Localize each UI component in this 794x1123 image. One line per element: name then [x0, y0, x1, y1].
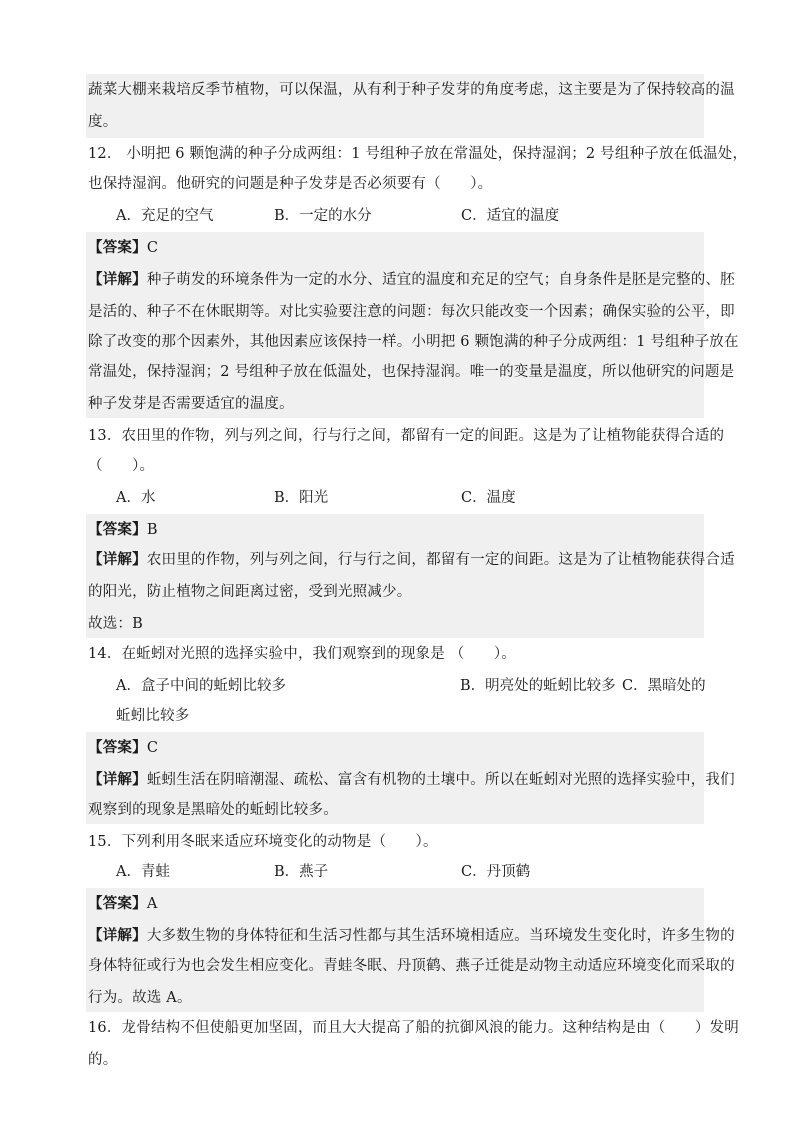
option-a: A．青蛙 [116, 864, 170, 880]
answer-line [88, 738, 158, 758]
answer-value: C [146, 740, 159, 756]
answer-line [88, 238, 158, 258]
option-c: C．黑暗处的 [622, 678, 706, 694]
explanation-text: 农田里的作物，列与列之间，行与行之间，都留有一定的间距。这是为了让植物能获得合适 [146, 552, 735, 568]
option-c-continued: 蚯蚓比较多 [116, 708, 190, 724]
answer-tag: 【答案】 [88, 521, 147, 538]
explanation-line [88, 550, 735, 570]
option-b: B．明亮处的蚯蚓比较多 [460, 678, 616, 694]
question-stem: 也保持湿润。他研究的问题是种子发芽是否必须要有（ ）。 [88, 176, 493, 192]
explanation-line: 身体特征或行为也会发生相应变化。青蛙冬眠、丹顶鹤、燕子迁徙是动物主动适应环境变化而采取的 [88, 958, 735, 974]
answer-line [88, 894, 157, 914]
question-stem: 16．龙骨结构不但使船更加坚固，而且大大提高了船的抗御风浪的能力。这种结构是由（ ）发明 [88, 1020, 739, 1036]
explanation-line: 故选：B [88, 616, 143, 632]
answer-block [86, 514, 704, 638]
answer-value: A [146, 896, 158, 912]
option-a: A．水 [116, 490, 156, 506]
explain-tag: 【详解】 [88, 927, 147, 944]
explanation-text: 大多数生物的身体特征和生活习性都与其生活环境相适应。当环境发生变化时，许多生物的 [146, 928, 735, 944]
question-stem: 15．下列利用冬眠来适应环境变化的动物是（ ）。 [88, 834, 438, 850]
option-a: A．充足的空气 [116, 208, 214, 224]
answer-tag: 【答案】 [88, 739, 147, 756]
explanation-line: 常温处，保持湿润；2 号组种子放在低温处，也保持湿润。唯一的变量是温度，所以他研究的问题是 [88, 364, 735, 380]
explanation-line: 观察到的现象是黑暗处的蚯蚓比较多。 [88, 802, 338, 818]
question-stem: 14．在蚯蚓对光照的选择实验中，我们观察到的现象是 （ ）。 [88, 646, 517, 662]
explanation-line: 的阳光，防止植物之间距离过密，受到光照减少。 [88, 584, 412, 600]
option-b: B．一定的水分 [274, 208, 372, 224]
explanation-line [88, 270, 735, 290]
answer-line [88, 520, 158, 540]
explanation-text: 种子萌发的环境条件为一定的水分、适宜的温度和充足的空气；自身条件是胚是完整的、胚 [146, 272, 735, 288]
answer-value: C [146, 240, 159, 256]
explanation-line [88, 770, 735, 790]
explanation-line: 种子发芽是否需要适宜的温度。 [88, 396, 294, 412]
explain-tag: 【详解】 [88, 551, 147, 568]
explanation-line: 除了改变的那个因素外，其他因素应该保持一样。小明把 6 颗饱满的种子分成两组：1 号组种子放在 [88, 334, 739, 350]
option-b: B．燕子 [274, 864, 329, 880]
option-c: C．丹顶鹤 [461, 864, 531, 880]
explanation-line: 蔬菜大棚来栽培反季节植物，可以保温，从有利于种子发芽的角度考虑，这主要是为了保持较高的温 [88, 82, 735, 98]
option-b: B．阳光 [274, 490, 329, 506]
explanation-line: 行为。故选 A。 [88, 990, 192, 1006]
explanation-text: 蚯蚓生活在阴暗潮湿、疏松、富含有机物的土壤中。所以在蚯蚓对光照的选择实验中，我们 [146, 772, 735, 788]
question-stem: 的。 [88, 1052, 118, 1068]
option-c: C．适宜的温度 [461, 208, 560, 224]
option-a: A．盒子中间的蚯蚓比较多 [116, 678, 286, 694]
explanation-line: 度。 [88, 114, 118, 130]
question-stem: 12． 小明把 6 颗饱满的种子分成两组：1 号组种子放在常温处，保持湿润；2 号组种子放在低温处， [88, 146, 748, 162]
explanation-line: 是活的、种子不在休眠期等。对比实验要注意的问题：每次只能改变一个因素；确保实验的公平，即 [88, 304, 735, 320]
answer-block [86, 232, 704, 418]
answer-tag: 【答案】 [88, 895, 147, 912]
question-stem: （ ）。 [88, 458, 155, 474]
answer-value: B [146, 522, 158, 538]
explain-tag: 【详解】 [88, 271, 147, 288]
question-stem: 13．农田里的作物，列与列之间，行与行之间，都留有一定的间距。这是为了让植物能获得合适的 [88, 428, 725, 444]
answer-tag: 【答案】 [88, 239, 147, 256]
explain-tag: 【详解】 [88, 771, 147, 788]
option-c: C．温度 [461, 490, 516, 506]
explanation-line [88, 926, 735, 946]
